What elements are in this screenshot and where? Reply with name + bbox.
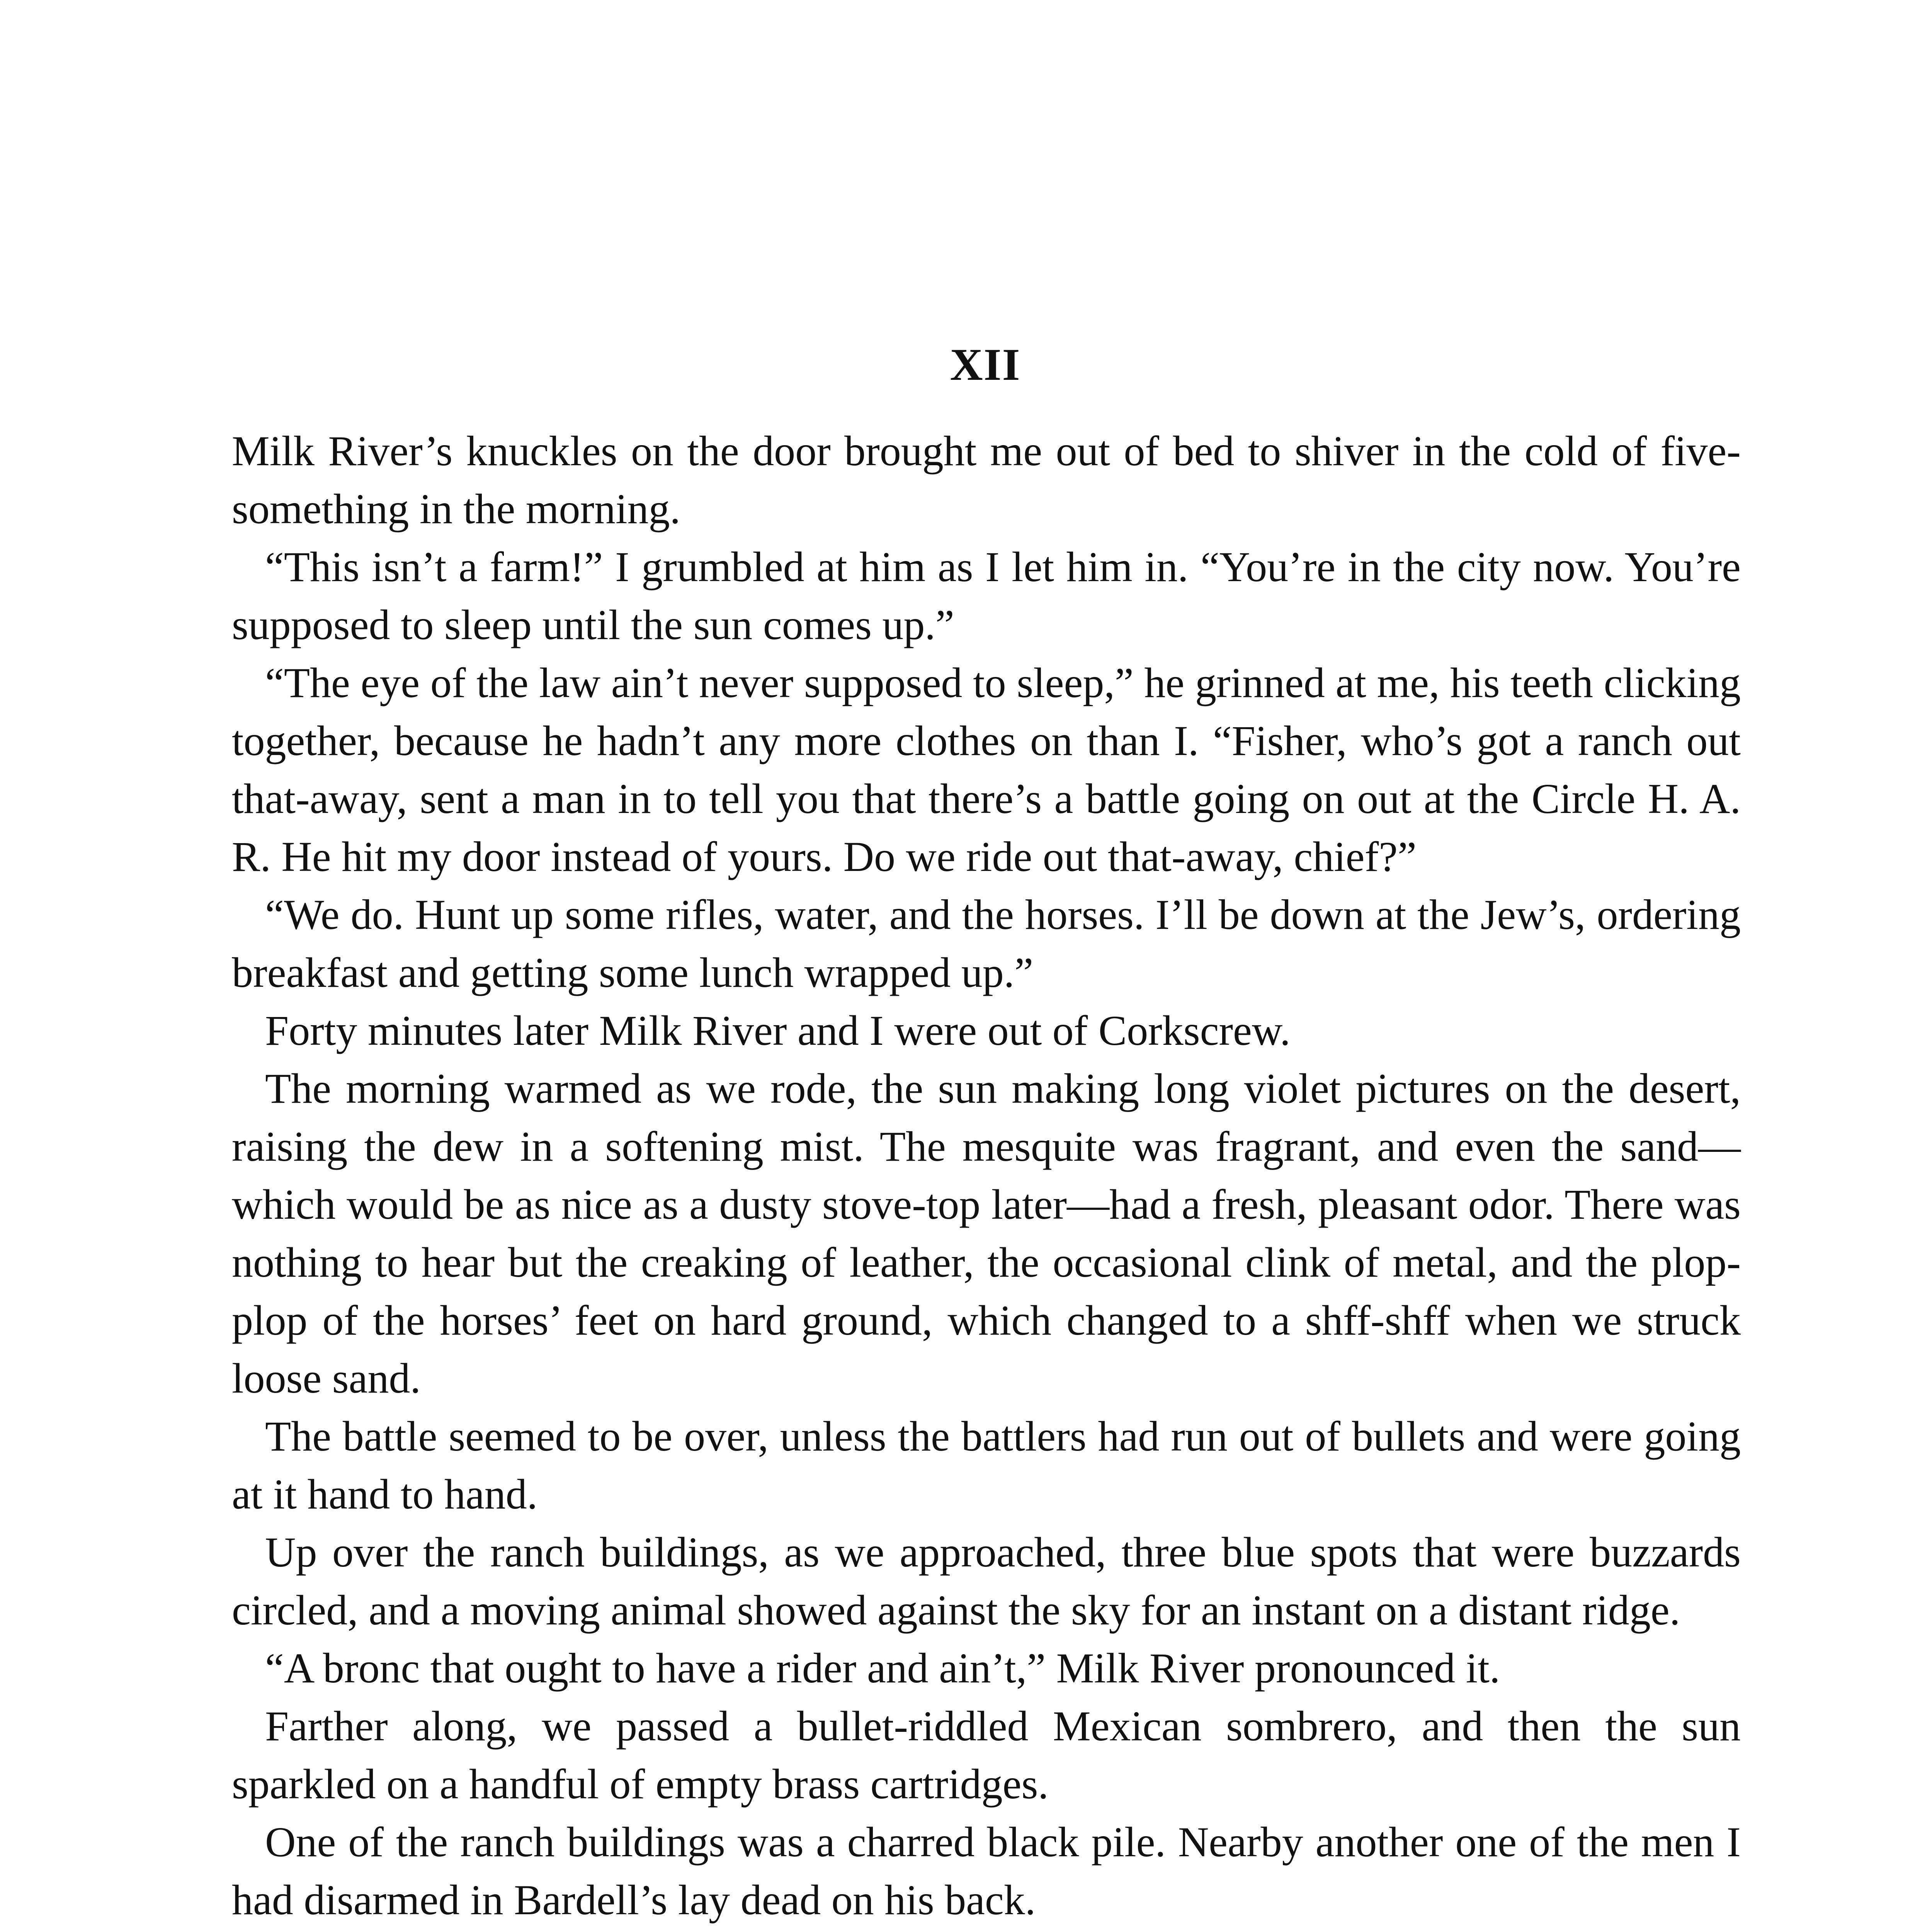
- chapter-title: XII: [950, 339, 1021, 390]
- paragraph: The morning warmed as we rode, the sun making long violet pictures on the desert, raising the dew in a softening mist. The mesquite was fragrant, and even the sand—which would be as nice as a dusty stove-top later—had a fresh, pleasant odor. There was nothing to hear but the creaking of leather, the occasional clink of metal, and the plop-plop of the horses’ feet on hard ground, which changed to a shff-shff when we struck loose sand.: [232, 1065, 1741, 1402]
- paragraph: “This isn’t a farm!” I grumbled at him as I let him in. “You’re in the city now. You’re supposed to sleep until the sun comes up.”: [232, 543, 1741, 648]
- paragraph: Farther along, we passed a bullet-riddled Mexican sombrero, and then the sun sparkled on a handful of empty brass cartridges.: [232, 1702, 1741, 1808]
- paragraph: Forty minutes later Milk River and I were out of Corkscrew.: [265, 1007, 1291, 1054]
- paragraph: “We do. Hunt up some rifles, water, and the horses. I’ll be down at the Jew’s, ordering breakfast and getting some lunch wrapped up.”: [232, 891, 1741, 996]
- paragraph: One of the ranch buildings was a charred black pile. Nearby another one of the men I had disarmed in Bardell’s lay dead on his back.: [232, 1818, 1741, 1923]
- paragraph: “The eye of the law ain’t never supposed to sleep,” he grinned at me, his teeth clicking together, because he hadn’t any more clothes on than I. “Fisher, who’s got a ranch out that-away, sent a man in to tell you that there’s a battle going on out at the Circle H. A. R. He hit my door instead of yours. Do we ride out that-away, chief?”: [232, 659, 1741, 880]
- paragraph: [232, 1929, 1741, 1932]
- paragraph: Milk River’s knuckles on the door brought me out of bed to shiver in the cold of five-something in the morning.: [232, 427, 1741, 532]
- paragraph: Up over the ranch buildings, as we approached, three blue spots that were buzzards circled, and a moving animal showed against the sky for an instant on a distant ridge.: [232, 1529, 1741, 1634]
- paragraph: The battle seemed to be over, unless the battlers had run out of bullets and were going at it hand to hand.: [232, 1413, 1741, 1518]
- chapter-body: [232, 422, 1741, 1932]
- paragraph: “A bronc that ought to have a rider and ain’t,” Milk River pronounced it.: [265, 1645, 1500, 1692]
